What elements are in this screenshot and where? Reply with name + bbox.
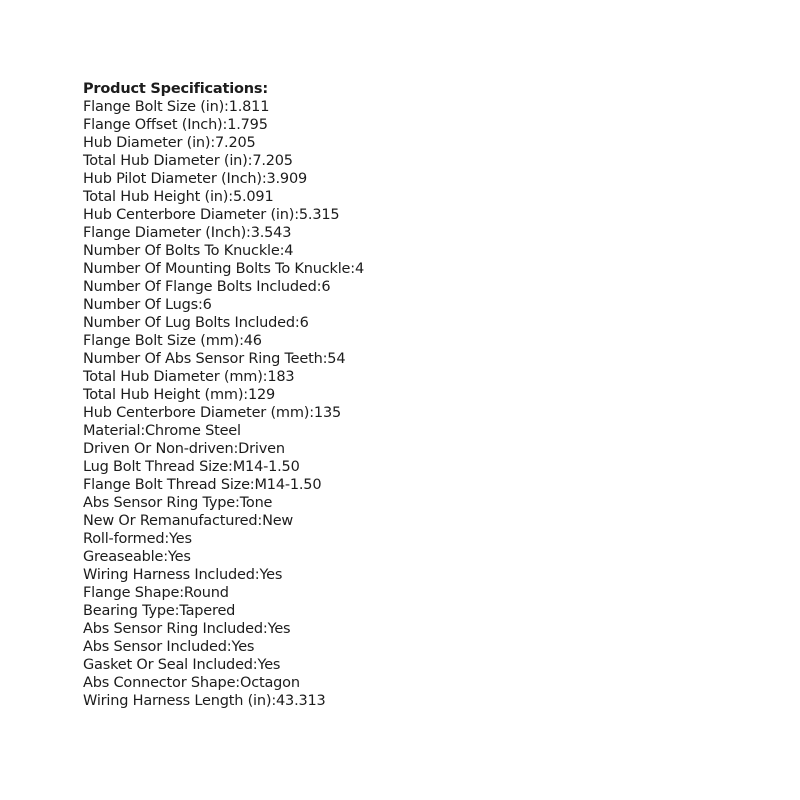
spec-value: 3.543 <box>250 225 292 241</box>
spec-value: 4 <box>284 243 294 259</box>
spec-label: Hub Diameter (in) <box>83 135 211 151</box>
spec-value: M14-1.50 <box>254 477 322 493</box>
spec-row <box>83 386 364 404</box>
spec-row <box>83 512 364 530</box>
spec-value: 46 <box>243 333 262 349</box>
spec-row <box>83 530 364 548</box>
spec-separator: : <box>249 477 255 493</box>
spec-value: 1.795 <box>227 117 268 133</box>
spec-row <box>83 494 364 512</box>
spec-value: Round <box>183 585 229 601</box>
spec-separator: : <box>261 171 267 187</box>
spec-separator: : <box>246 225 251 241</box>
spec-row <box>83 296 364 314</box>
spec-label: Hub Centerbore Diameter (mm) <box>83 405 310 421</box>
spec-value: Yes <box>267 621 291 637</box>
spec-label: Flange Bolt Size (in) <box>83 99 225 115</box>
spec-value: 5.091 <box>232 189 274 205</box>
spec-row <box>83 260 364 278</box>
spec-separator: : <box>309 405 314 421</box>
spec-label: Gasket Or Seal Included <box>83 657 253 673</box>
spec-row <box>83 98 364 116</box>
spec-value: M14-1.50 <box>232 459 300 475</box>
spec-label: Total Hub Height (in) <box>83 189 229 205</box>
spec-row <box>83 404 364 422</box>
spec-label: Total Hub Diameter (mm) <box>83 369 263 385</box>
spec-label: Greaseable <box>83 549 164 565</box>
spec-block <box>83 80 364 710</box>
spec-value: Yes <box>231 639 255 655</box>
spec-label: Flange Bolt Size (mm) <box>83 333 240 349</box>
spec-value: 3.909 <box>266 171 308 187</box>
spec-value: 183 <box>267 369 295 385</box>
spec-separator: : <box>239 333 244 349</box>
spec-label: Abs Sensor Ring Included <box>83 621 263 637</box>
spec-row <box>83 278 364 296</box>
spec-row <box>83 476 364 494</box>
spec-separator: : <box>228 189 233 205</box>
spec-row <box>83 350 364 368</box>
spec-separator: : <box>271 693 277 709</box>
spec-value: 54 <box>327 351 346 367</box>
spec-separator: : <box>163 549 168 565</box>
spec-value: Driven <box>238 441 285 457</box>
spec-separator: : <box>224 99 229 115</box>
spec-separator: : <box>179 585 184 601</box>
spec-separator: : <box>294 207 299 223</box>
spec-value: 4 <box>354 261 364 277</box>
spec-label: Material <box>83 423 141 439</box>
spec-separator: : <box>316 279 322 295</box>
spec-separator: : <box>350 261 355 277</box>
spec-separator: : <box>235 675 240 691</box>
spec-separator: : <box>222 117 228 133</box>
spec-label: Wiring Harness Included <box>83 567 255 583</box>
spec-row <box>83 206 364 224</box>
spec-label: Hub Centerbore Diameter (in) <box>83 207 295 223</box>
spec-value: 6 <box>202 297 212 313</box>
spec-label: Driven Or Non-driven <box>83 441 234 457</box>
spec-separator: : <box>233 441 239 457</box>
spec-separator: : <box>226 639 232 655</box>
spec-value: New <box>262 513 294 529</box>
spec-label: Number Of Bolts To Knuckle <box>83 243 280 259</box>
spec-separator: : <box>164 531 170 547</box>
spec-separator: : <box>254 567 260 583</box>
spec-row <box>83 368 364 386</box>
spec-value: Tone <box>239 495 273 511</box>
spec-row <box>83 440 364 458</box>
spec-separator: : <box>322 351 328 367</box>
spec-row <box>83 314 364 332</box>
spec-label: Flange Bolt Thread Size <box>83 477 250 493</box>
spec-label: Total Hub Height (mm) <box>83 387 244 403</box>
spec-label: Lug Bolt Thread Size <box>83 459 229 475</box>
page-title: Product Specifications: <box>83 81 268 97</box>
spec-label: Flange Diameter (Inch) <box>83 225 247 241</box>
spec-row <box>83 692 364 710</box>
spec-separator: : <box>262 369 268 385</box>
spec-value: Octagon <box>239 675 300 691</box>
spec-label: Hub Pilot Diameter (Inch) <box>83 171 262 187</box>
spec-row <box>83 548 364 566</box>
spec-value: 7.205 <box>215 135 256 151</box>
spec-separator: : <box>262 621 268 637</box>
spec-separator: : <box>140 423 145 439</box>
spec-value: Yes <box>169 531 192 547</box>
spec-label: Roll-formed <box>83 531 165 547</box>
spec-separator: : <box>279 243 285 259</box>
spec-value: 6 <box>321 279 331 295</box>
spec-value: 5.315 <box>298 207 340 223</box>
spec-row <box>83 116 364 134</box>
spec-row <box>83 638 364 656</box>
spec-row <box>83 458 364 476</box>
spec-row <box>83 332 364 350</box>
spec-row <box>83 620 364 638</box>
spec-label: Wiring Harness Length (in) <box>83 693 272 709</box>
spec-label: Number Of Abs Sensor Ring Teeth <box>83 351 323 367</box>
spec-label: Number Of Flange Bolts Included <box>83 279 317 295</box>
spec-separator: : <box>294 315 300 331</box>
spec-value: 6 <box>299 315 309 331</box>
spec-label: Abs Sensor Ring Type <box>83 495 236 511</box>
spec-row <box>83 674 364 692</box>
spec-row <box>83 134 364 152</box>
spec-row <box>83 224 364 242</box>
spec-row <box>83 656 364 674</box>
spec-label: Number Of Lugs <box>83 297 198 313</box>
spec-label: Number Of Mounting Bolts To Knuckle <box>83 261 351 277</box>
spec-value: 1.811 <box>228 99 270 115</box>
spec-separator: : <box>243 387 248 403</box>
spec-separator: : <box>197 297 203 313</box>
spec-row <box>83 242 364 260</box>
spec-label: Abs Sensor Included <box>83 639 227 655</box>
spec-row <box>83 566 364 584</box>
spec-label: Flange Shape <box>83 585 180 601</box>
spec-value: 7.205 <box>252 153 293 169</box>
spec-separator: : <box>174 603 180 619</box>
spec-label: Total Hub Diameter (in) <box>83 153 248 169</box>
spec-value: Yes <box>167 549 191 565</box>
spec-row <box>83 422 364 440</box>
spec-value: Chrome Steel <box>145 423 241 439</box>
spec-row <box>83 602 364 620</box>
spec-separator: : <box>235 495 240 511</box>
spec-label: Abs Connector Shape <box>83 675 236 691</box>
spec-value: Yes <box>259 567 283 583</box>
spec-value: 135 <box>313 405 341 421</box>
spec-label: Bearing Type <box>83 603 175 619</box>
spec-value: Tapered <box>179 603 236 619</box>
spec-row <box>83 188 364 206</box>
spec-row <box>83 584 364 602</box>
spec-separator: : <box>210 135 216 151</box>
spec-label: Number Of Lug Bolts Included <box>83 315 295 331</box>
spec-value: Yes <box>257 657 281 673</box>
spec-row <box>83 152 364 170</box>
spec-separator: : <box>228 459 233 475</box>
spec-separator: : <box>247 153 253 169</box>
spec-label: Flange Offset (Inch) <box>83 117 223 133</box>
spec-value: 129 <box>247 387 276 403</box>
spec-separator: : <box>257 513 263 529</box>
spec-label: New Or Remanufactured <box>83 513 258 529</box>
spec-separator: : <box>252 657 258 673</box>
spec-list <box>83 98 364 710</box>
spec-value: 43.313 <box>276 693 326 709</box>
spec-row <box>83 170 364 188</box>
